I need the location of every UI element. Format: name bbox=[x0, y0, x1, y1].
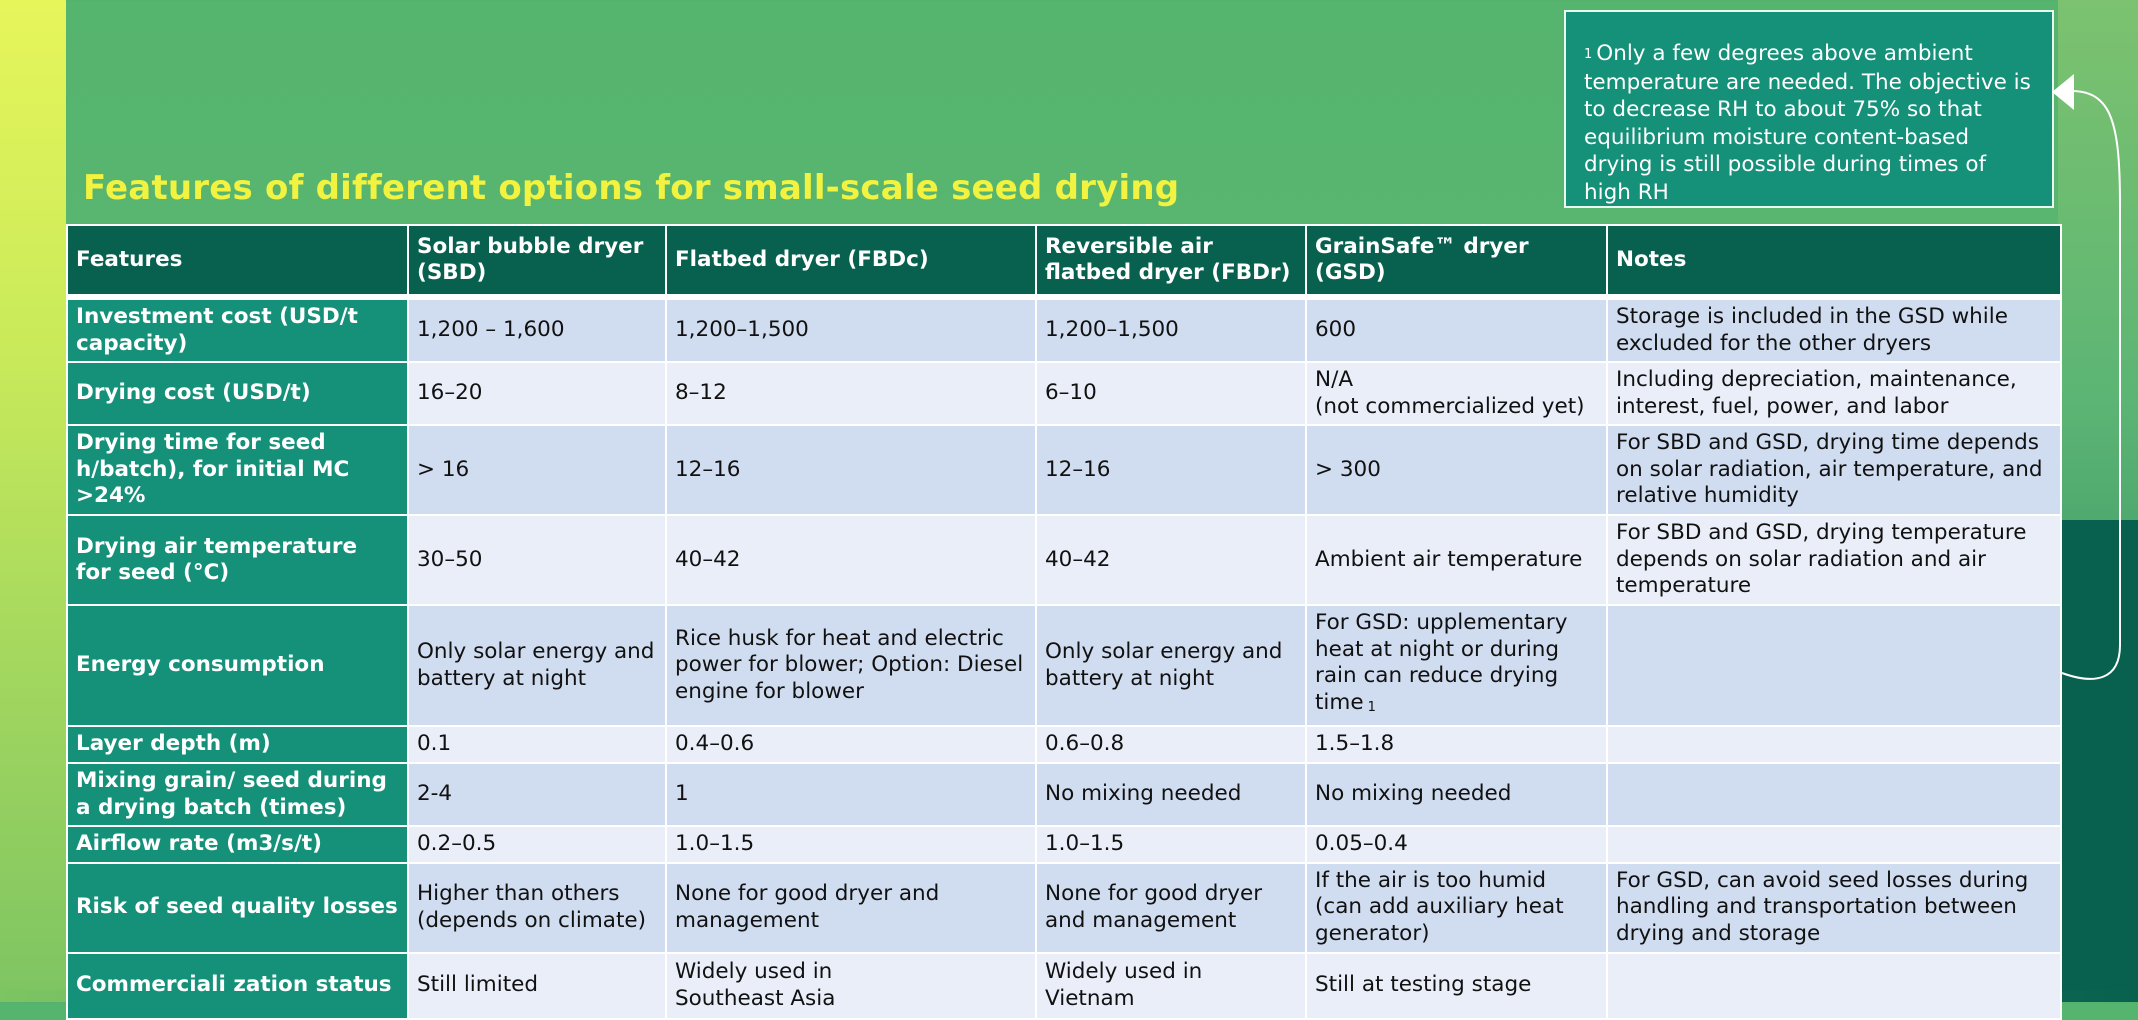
cell-gsd: Ambient air temperature bbox=[1306, 515, 1607, 605]
cell-fbdc: 1 bbox=[666, 763, 1036, 826]
cell-fbdr-line: Widely used in bbox=[1045, 959, 1203, 984]
feature-label: Airflow rate (m3/s/t) bbox=[67, 826, 408, 863]
cell-gsd: If the air is too humid (can add auxiliary heat generator) bbox=[1306, 863, 1607, 953]
table-row bbox=[67, 515, 2061, 605]
cell-sbd: 16–20 bbox=[408, 362, 666, 425]
cell-gsd bbox=[1306, 605, 1607, 726]
cell-fbdr: 0.6–0.8 bbox=[1036, 726, 1306, 763]
cell-fbdr-line: Vietnam bbox=[1045, 985, 1135, 1011]
footnote-callout bbox=[1564, 10, 2054, 208]
left-decor-band bbox=[0, 0, 66, 1002]
cell-gsd: 0.05–0.4 bbox=[1306, 826, 1607, 863]
cell-fbdc: 8–12 bbox=[666, 362, 1036, 425]
cell-notes bbox=[1607, 953, 2061, 1019]
cell-notes: For SBD and GSD, drying temperature depends on solar radiation and air temperature bbox=[1607, 515, 2061, 605]
feature-label: Drying time for seed h/batch), for initial MC >24% bbox=[67, 425, 408, 515]
footnote-ref-marker: 1 bbox=[1367, 699, 1376, 715]
cell-fbdr: 6–10 bbox=[1036, 362, 1306, 425]
cell-notes bbox=[1607, 763, 2061, 826]
header-gsd: GrainSafe™ dryer (GSD) bbox=[1306, 225, 1607, 297]
cell-fbdr bbox=[1036, 953, 1306, 1019]
feature-label: Investment cost (USD/t capacity) bbox=[67, 297, 408, 362]
cell-fbdc-line: Southeast Asia bbox=[675, 985, 836, 1011]
cell-sbd: 30–50 bbox=[408, 515, 666, 605]
cell-sbd: Still limited bbox=[408, 953, 666, 1019]
cell-fbdc: 1.0–1.5 bbox=[666, 826, 1036, 863]
cell-fbdr: 1.0–1.5 bbox=[1036, 826, 1306, 863]
table-row bbox=[67, 605, 2061, 726]
cell-fbdc bbox=[666, 953, 1036, 1019]
cell-gsd: Still at testing stage bbox=[1306, 953, 1607, 1019]
cell-notes: Storage is included in the GSD while excluded for the other dryers bbox=[1607, 297, 2061, 362]
cell-fbdr: Only solar energy and battery at night bbox=[1036, 605, 1306, 726]
feature-label: Mixing grain/ seed during a drying batch (times) bbox=[67, 763, 408, 826]
cell-fbdr: 12–16 bbox=[1036, 425, 1306, 515]
cell-sbd: Higher than others (depends on climate) bbox=[408, 863, 666, 953]
cell-gsd bbox=[1306, 362, 1607, 425]
feature-label: Commerciali zation status bbox=[67, 953, 408, 1019]
cell-notes: For SBD and GSD, drying time depends on solar radiation, air temperature, and relative humidity bbox=[1607, 425, 2061, 515]
cell-fbdc: 0.4–0.6 bbox=[666, 726, 1036, 763]
cell-sbd: > 16 bbox=[408, 425, 666, 515]
cell-gsd: 600 bbox=[1306, 297, 1607, 362]
cell-gsd: No mixing needed bbox=[1306, 763, 1607, 826]
feature-label: Drying air temperature for seed (°C) bbox=[67, 515, 408, 605]
cell-fbdc: 40–42 bbox=[666, 515, 1036, 605]
cell-notes: For GSD, can avoid seed losses during handling and transportation between drying and storage bbox=[1607, 863, 2061, 953]
cell-fbdc-line: Widely used in bbox=[675, 959, 833, 984]
cell-gsd: 1.5–1.8 bbox=[1306, 726, 1607, 763]
header-features: Features bbox=[67, 225, 408, 297]
header-fbdc: Flatbed dryer (FBDc) bbox=[666, 225, 1036, 297]
cell-gsd-line: (not commercialized yet) bbox=[1315, 393, 1585, 419]
feature-label: Energy consumption bbox=[67, 605, 408, 726]
cell-notes: Including depreciation, maintenance, interest, fuel, power, and labor bbox=[1607, 362, 2061, 425]
cell-fbdr: 1,200–1,500 bbox=[1036, 297, 1306, 362]
feature-label: Layer depth (m) bbox=[67, 726, 408, 763]
footnote-marker: 1 bbox=[1584, 47, 1593, 62]
table-row bbox=[67, 297, 2061, 362]
footnote-text: Only a few degrees above ambient temperature are needed. The objective is to decrease RH to about 75% so that equilibrium moisture content-based drying is still possible during times of high RH bbox=[1584, 41, 2031, 205]
table-row bbox=[67, 726, 2061, 763]
cell-fbdr: No mixing needed bbox=[1036, 763, 1306, 826]
cell-notes bbox=[1607, 726, 2061, 763]
table-header-row bbox=[67, 225, 2061, 297]
table-row bbox=[67, 763, 2061, 826]
cell-fbdc: Rice husk for heat and electric power for blower; Option: Diesel engine for blower bbox=[666, 605, 1036, 726]
table-row bbox=[67, 863, 2061, 953]
cell-gsd-line: N/A bbox=[1315, 367, 1354, 392]
cell-sbd: 0.1 bbox=[408, 726, 666, 763]
cell-fbdr: 40–42 bbox=[1036, 515, 1306, 605]
slide-title: Features of different options for small-scale seed drying bbox=[83, 168, 1180, 208]
table-row bbox=[67, 362, 2061, 425]
cell-notes bbox=[1607, 826, 2061, 863]
cell-sbd: Only solar energy and battery at night bbox=[408, 605, 666, 726]
header-notes: Notes bbox=[1607, 225, 2061, 297]
table-row bbox=[67, 953, 2061, 1019]
cell-fbdc: None for good dryer and management bbox=[666, 863, 1036, 953]
features-table bbox=[66, 224, 2062, 1020]
cell-fbdc: 12–16 bbox=[666, 425, 1036, 515]
cell-sbd: 0.2–0.5 bbox=[408, 826, 666, 863]
cell-notes bbox=[1607, 605, 2061, 726]
table-row bbox=[67, 826, 2061, 863]
cell-fbdr: None for good dryer and management bbox=[1036, 863, 1306, 953]
table-row bbox=[67, 425, 2061, 515]
cell-sbd: 2-4 bbox=[408, 763, 666, 826]
cell-gsd-text: For GSD: upplementary heat at night or during rain can reduce drying time bbox=[1315, 610, 1568, 715]
cell-fbdc: 1,200–1,500 bbox=[666, 297, 1036, 362]
header-sbd: Solar bubble dryer (SBD) bbox=[408, 225, 666, 297]
feature-label: Drying cost (USD/t) bbox=[67, 362, 408, 425]
cell-sbd: 1,200 – 1,600 bbox=[408, 297, 666, 362]
cell-gsd: > 300 bbox=[1306, 425, 1607, 515]
feature-label: Risk of seed quality losses bbox=[67, 863, 408, 953]
header-fbdr: Reversible air flatbed dryer (FBDr) bbox=[1036, 225, 1306, 297]
